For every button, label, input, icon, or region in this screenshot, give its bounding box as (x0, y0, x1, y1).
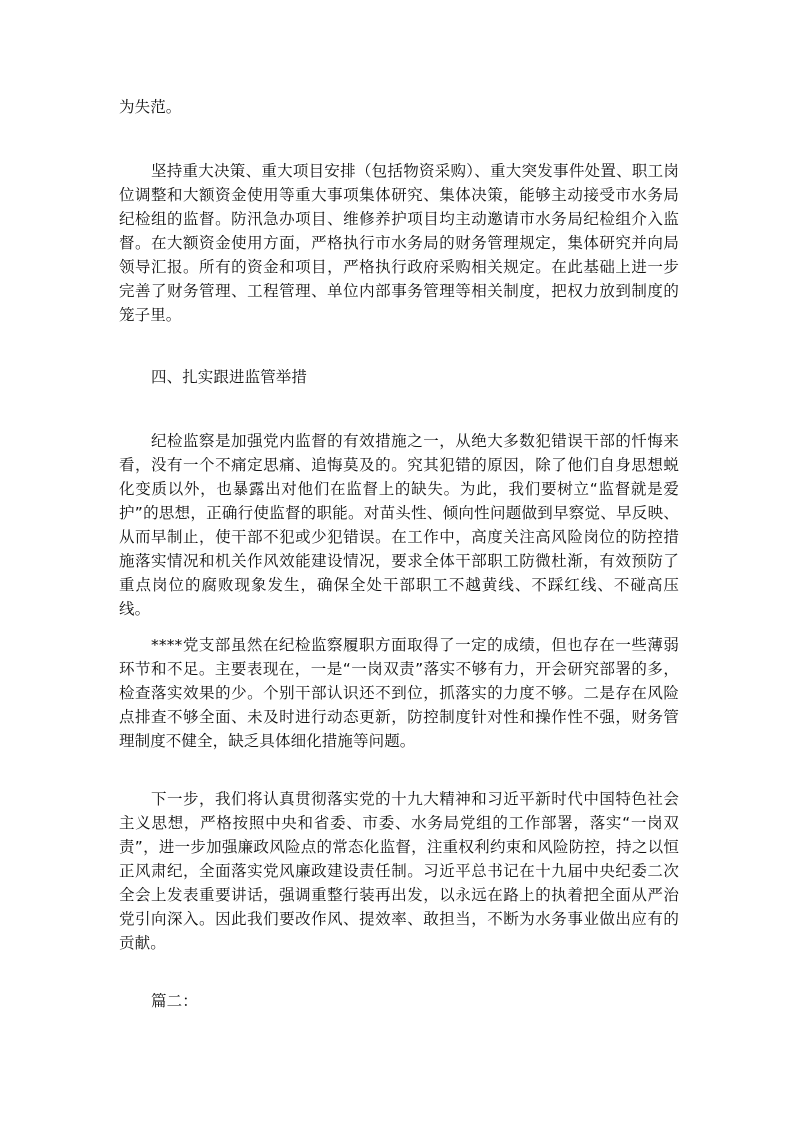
paragraph-shortcomings: ****党支部虽然在纪检监察履职方面取得了一定的成绩，但也存在一些薄弱环节和不足。主要表现在，一是“一岗双责”落实不够有力，开会研究部署的多，检查落实效果的少。个别干部认识还不到位，抓落实的力度不够。二是存在风险点排查不够全面、未及时进行动态更新，防控制度针对性和操作性不强，财务管理制度不健全，缺乏具体细化措施等问题。 (119, 636, 679, 750)
paragraph-next-steps: 下一步，我们将认真贯彻落实党的十九大精神和习近平新时代中国特色社会主义思想，严格按照中央和省委、市委、水务局党组的工作部署，落实“一岗双责”，进一步加强廉政风险点的常态化监督，注重权利约束和风险防控，持之以恒正风肃纪，全面落实党风廉政建设责任制。习近平总书记在十九届中央纪委二次全会上发表重要讲话，强调重整行装再出发，以永远在路上的执着把全面从严治党引向深入。因此我们要改作风、提效率、敢担当，不断为水务事业做出应有的贡献。 (119, 790, 679, 952)
paragraph-discipline-inspection: 纪检监察是加强党内监督的有效措施之一，从绝大多数犯错误干部的忏悔来看，没有一个不痛定思痛、追悔莫及的。究其犯错的原因，除了他们自身思想蜕化变质以外，也暴露出对他们在监督上的缺失。为此，我们要树立“监督就是爱护”的思想，正确行使监督的职能。对苗头性、倾向性问题做到早察觉、早反映、从而早制止，使干部不犯或少犯错误。在工作中，高度关注高风险岗位的防控措施落实情况和机关作风效能建设情况，要求全体干部职工防微杜渐，有效预防了重点岗位的腐败现象发生，确保全处干部职工不越黄线、不踩红线、不碰高压线。 (119, 432, 679, 618)
section-heading-supervision: 四、扎实跟进监管举措 (151, 368, 308, 386)
paragraph-continuation: 为失范。 (119, 98, 182, 116)
section-heading-part-two: 篇二： (151, 992, 198, 1010)
paragraph-major-decisions: 坚持重大决策、重大项目安排（包括物资采购）、重大突发事件处置、职工岗位调整和大额资金使用等重大事项集体研究、集体决策，能够主动接受市水务局纪检组的监督。防汛急办项目、维修养护项目均主动邀请市水务局纪检组介入监督。在大额资金使用方面，严格执行市水务局的财务管理规定，集体研究并向局领导汇报。所有的资金和项目，严格执行政府采购相关规定。在此基础上进一步完善了财务管理、工程管理、单位内部事务管理等相关制度，把权力放到制度的笼子里。 (119, 162, 679, 324)
